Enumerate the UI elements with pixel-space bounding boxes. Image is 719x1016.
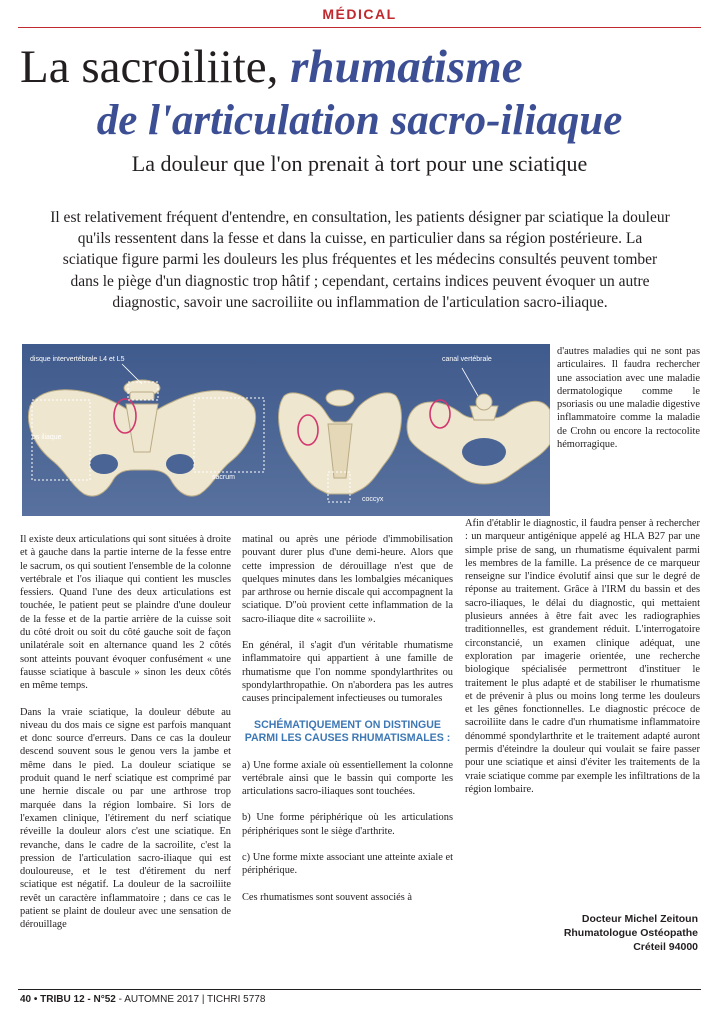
label-os-iliaque: os iliaque — [32, 434, 62, 441]
footer-issue: - AUTOMNE 2017 | TICHRI 5778 — [115, 994, 266, 1005]
pelvis-illustration — [22, 344, 550, 516]
article-intro: Il est relativement fréquent d'entendre, en consultation, les patients désigner par sciatique la douleur qu'ils ressentent dans la fesse et dans la cuisse, en particulier dans sa région postérieure. La sciatique figure parmi les douleurs les plus fréquentes et les médecins consultés peuvent tomber dans le piège d'un diagnostic trop hâtif ; cependant, certains indices peuvent évoquer un autre diagnostic, savoir une sacroiliite ou inflammation de l'articulation sacro-iliaque. — [50, 209, 670, 311]
causes-heading: SCHÉMATIQUEMENT ON DISTINGUE PARMI LES CAUSES RHUMATISMALES : — [244, 718, 451, 744]
cause-b: b) Une forme périphérique où les articulations périphériques sont le siège d'arthrite. — [242, 812, 453, 837]
cause-c: c) Une forme mixte associant une atteinte axiale et périphérique. — [242, 852, 453, 877]
author-title: Rhumatologue Ostéopathe — [563, 927, 698, 939]
article-title-line2: de l'articulation sacro-iliaque — [96, 97, 623, 144]
col1-paragraph-1: Il existe deux articulations qui sont situées à droite et à gauche dans la partie interne de la fesse entre le sacrum, os qui soutient l'ensemble de la colonne vertébrale et l'os iliaque qui contient les muscles fessiers. Quand l'une des deux articulations est touchée, le patient peut se plaindre d'une douleur de la fesse et de la partie arrière de la cuisse soit du côté droit ou soit du côté gauche soit de façon unilatérale soit en alternance quand les 2 côtés sont atteints pouvant évoquer confusément « une fausse sciatique à bascule » sinon les deux côtés en même temps. — [20, 534, 231, 692]
footer-page: 40 • TRIBU 12 - N°52 — [20, 994, 116, 1005]
pelvis-top — [407, 394, 550, 484]
article-subtitle: La douleur que l'on prenait à tort pour une sciatique — [131, 151, 588, 176]
title-part2: rhumatisme — [290, 41, 523, 93]
title-part1: La sacroiliite, — [20, 41, 291, 93]
pelvis-figure — [22, 344, 550, 516]
author-name: Docteur Michel Zeitoun — [581, 913, 698, 925]
column-right — [557, 345, 700, 464]
col2-paragraph-last: Ces rhumatismes sont souvent associés à — [242, 891, 412, 903]
header-rule — [18, 27, 701, 28]
col2-paragraph-2: En général, il s'agit d'un véritable rhumatisme inflammatoire qui appartient à une famille de rhumatisme que l'on nomme spondylarthrites ou spondylarthropathie. On n'abordera pas les autres causes principalement infectieuses ou tumorales — [242, 640, 453, 705]
label-disque: disque intervertébrale L4 et L5 — [30, 356, 125, 363]
article-title-line1 — [20, 40, 710, 94]
footer-rule — [18, 989, 701, 990]
author-signature — [480, 912, 698, 954]
column-middle — [242, 533, 453, 917]
label-sacrum: sacrum — [212, 474, 235, 481]
page-footer — [20, 994, 265, 1005]
label-coccyx: coccyx — [362, 496, 384, 503]
section-tag: MÉDICAL — [322, 6, 397, 22]
col1-paragraph-2: Dans la vraie sciatique, la douleur débute au niveau du dos mais ce signe est parfois manquant et donc source d'erreurs. Dans ce cas la douleur descend souvent sous le genou vers la jambe et même dans le pied. La douleur sciatique se produit quand le nerf sciatique est comprimé par une hernie discale ou par une arthrose trop marquée dans la région lombaire. Si lors de l'examen clinique, l'étirement du nerf sciatique réveille la douleur alors c'est une sciatique. En revanche, dans le cadre de la sacroilite, c'est la pression de l'articulation sacro-iliaque qui est douloureuse, et le test d'étirement du nerf sciatique est négatif. La douleur de la sacroiliite revêt un caractère inflammatoire ; dans ce cas le patient se plaint de douleur avec une sensation de dérouillage — [20, 706, 231, 931]
column-left — [20, 533, 231, 945]
col3-paragraph-1: d'autres maladies qui ne sont pas articulaires. Il faudra rechercher une association avec une maladie dermatologique comme le psoriasis ou une maladie digestive inflammatoire comme la maladie de Crohn ou encore la rectocolite hémorragique. — [557, 346, 700, 451]
column-right-lower — [465, 517, 700, 809]
label-canal: canal vertébrale — [442, 356, 492, 363]
author-place: Créteil 94000 — [633, 941, 698, 953]
cause-a: a) Une forme axiale où essentiellement la colonne vertébrale ainsi que le bassin qui comporte les articulations sacro-iliaques sont touchées. — [242, 759, 453, 798]
pelvis-back — [279, 390, 402, 494]
col2-paragraph-1: matinal ou après une période d'immobilisation pouvant durer plus d'une demi-heure. Alors que cette impression de dérouillage n'est que de quelques minutes dans les lombalgies mécaniques par arthrose ou hernie discale qui accompagnent la sciatique. D''où provient cette inflammation de la sacro-iliaque dite « sacroiliite ». — [242, 534, 453, 625]
col3-paragraph-2: Afin d'établir le diagnostic, il faudra penser à rechercher : un marqueur antigénique appelé ag HLA B27 par une simple prise de sang, un rhumatisme équivalent parmi les membres de la famille. La présence de ce marqueur renseigne sur l'indice évolutif ainsi que sur le degré de réponse au traitement. Grâce à l'IRM du bassin et des sacro-iliaques, le délai du diagnostic, qui mettaient plusieurs années à être fait avec les radiographies traditionnelles, est grandement réduit. L'interrogatoire circonstancié, un examen clinique adéquat, une exploration par imagerie orientée, une recherche biologique spécialisée permettront d'instituer le traitement le plus adapté et de stabiliser le rhumatisme et de prévenir à plus ou moins long terme les douleurs et les gênes fonctionnelles. Le diagnostic précoce de sacroiliite dans le cadre d'un rhumatisme inflammatoire dénommé spondylarthrite et le traitement adapté auront permis d'éteindre la douleur qui voulait se faire passer pour une sciatique et ainsi d'éviter les traitements de la vraie sciatique comme par exemple les infiltrations de la région lombaire. — [465, 518, 700, 795]
